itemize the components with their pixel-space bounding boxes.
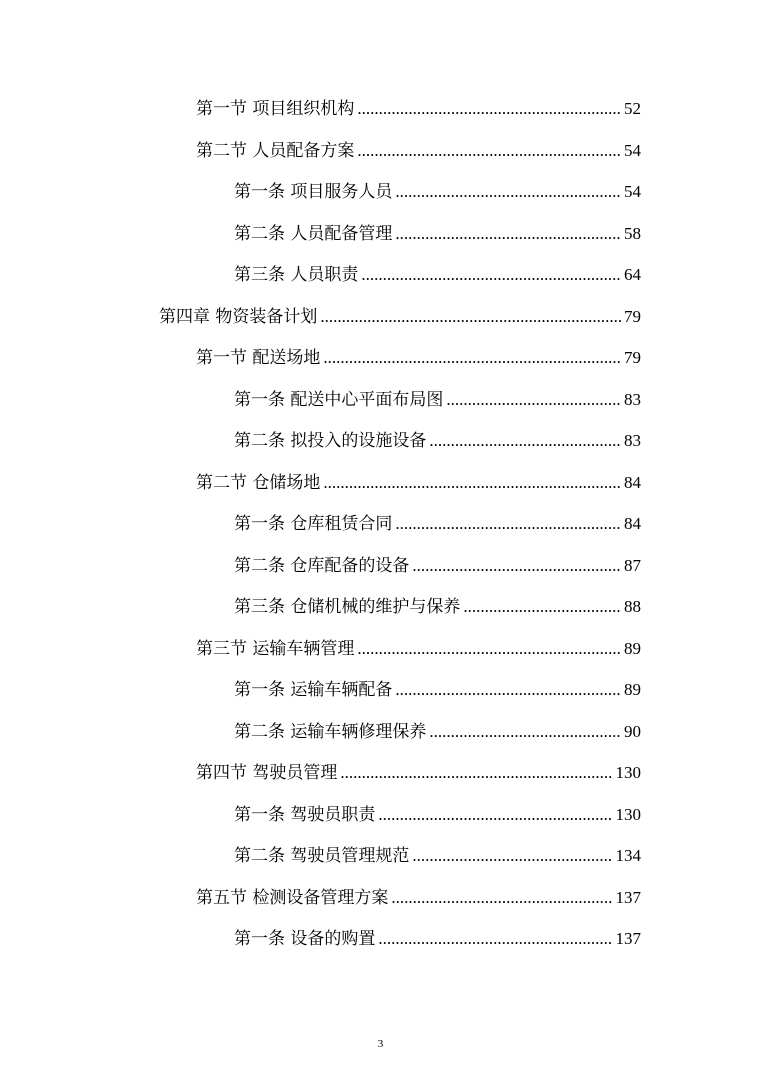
toc-entry-label: 第一条 仓库租赁合同 (234, 514, 393, 534)
toc-leader-dots (361, 264, 621, 286)
toc-entry-page: 58 (624, 224, 641, 243)
toc-entry-label: 第二条 运输车辆修理保养 (234, 722, 427, 742)
toc-leader-dots (412, 555, 621, 577)
toc-entry-label: 第二条 仓库配备的设备 (234, 556, 410, 576)
toc-leader-dots (391, 887, 612, 909)
toc-entry-label: 第三条 人员职责 (234, 265, 359, 285)
toc-entry-label: 第三条 仓储机械的维护与保养 (234, 597, 461, 617)
toc-leader-dots (323, 347, 621, 369)
toc-entry[interactable] (234, 223, 641, 245)
toc-entry-page: 88 (624, 597, 641, 616)
toc-entry-label: 第二节 人员配备方案 (196, 141, 355, 161)
toc-entry-label: 第二条 驾驶员管理规范 (234, 846, 410, 866)
page-number: 3 (377, 1038, 384, 1050)
toc-leader-dots (357, 638, 621, 660)
toc-leader-dots (395, 513, 621, 535)
toc-entry[interactable] (234, 555, 641, 577)
toc-entry[interactable] (196, 638, 641, 660)
toc-leader-dots (357, 140, 621, 162)
toc-entry-label: 第一节 项目组织机构 (196, 99, 355, 119)
toc-entry-label: 第一条 驾驶员职责 (234, 805, 376, 825)
toc-entry-page: 84 (624, 514, 641, 533)
toc-leader-dots (323, 472, 621, 494)
toc-entry-label: 第四章 物资装备计划 (159, 307, 318, 327)
toc-entry[interactable] (234, 430, 641, 452)
toc-entry-label: 第一节 配送场地 (196, 348, 321, 368)
toc-entry-page: 89 (624, 639, 641, 658)
toc-entry[interactable] (234, 679, 641, 701)
toc-leader-dots (429, 721, 621, 743)
toc-entry[interactable] (159, 306, 641, 328)
toc-entry[interactable] (196, 762, 641, 784)
toc-entry[interactable] (234, 389, 641, 411)
toc-entry-label: 第五节 检测设备管理方案 (196, 888, 389, 908)
toc-leader-dots (340, 762, 612, 784)
toc-entry-label: 第二条 拟投入的设施设备 (234, 431, 427, 451)
toc-entry-page: 64 (624, 265, 641, 284)
toc-entry-page: 87 (624, 556, 641, 575)
toc-entry-label: 第三节 运输车辆管理 (196, 639, 355, 659)
toc-leader-dots (357, 98, 621, 120)
toc-leader-dots (320, 306, 621, 328)
toc-leader-dots (378, 928, 612, 950)
toc-entry[interactable] (234, 721, 641, 743)
toc-entry[interactable] (196, 887, 641, 909)
toc-entry-label: 第一条 设备的购置 (234, 929, 376, 949)
toc-entry-label: 第二条 人员配备管理 (234, 224, 393, 244)
toc-entry-label: 第二节 仓储场地 (196, 473, 321, 493)
toc-leader-dots (395, 181, 621, 203)
toc-entry[interactable] (234, 596, 641, 618)
toc-entry-page: 83 (624, 431, 641, 450)
toc-entry-label: 第四节 驾驶员管理 (196, 763, 338, 783)
toc-entry[interactable] (234, 928, 641, 950)
toc-entry[interactable] (196, 140, 641, 162)
toc-entry[interactable] (234, 181, 641, 203)
toc-entry-page: 83 (624, 390, 641, 409)
toc-entry-page: 130 (615, 805, 641, 824)
toc-leader-dots (395, 223, 621, 245)
toc-entry[interactable] (196, 347, 641, 369)
toc-entry-label: 第一条 配送中心平面布局图 (234, 390, 444, 410)
toc-entry-page: 130 (615, 763, 641, 782)
toc-leader-dots (429, 430, 621, 452)
toc-entry-page: 54 (624, 182, 641, 201)
toc-entry-page: 79 (624, 307, 641, 326)
toc-entry[interactable] (234, 264, 641, 286)
toc-entry[interactable] (196, 98, 641, 120)
toc-entry-page: 79 (624, 348, 641, 367)
toc-entry[interactable] (234, 845, 641, 867)
toc-leader-dots (378, 804, 612, 826)
toc-leader-dots (463, 596, 621, 618)
toc-leader-dots (446, 389, 621, 411)
toc-entry-page: 137 (615, 888, 641, 907)
toc-leader-dots (395, 679, 621, 701)
toc-entry-page: 54 (624, 141, 641, 160)
toc-entry[interactable] (234, 804, 641, 826)
toc-entry-page: 134 (615, 846, 641, 865)
toc-entry-page: 89 (624, 680, 641, 699)
toc-entry-label: 第一条 运输车辆配备 (234, 680, 393, 700)
toc-entry[interactable] (234, 513, 641, 535)
toc-entry-page: 137 (615, 929, 641, 948)
toc-entry[interactable] (196, 472, 641, 494)
toc-entry-page: 84 (624, 473, 641, 492)
toc-entry-page: 90 (624, 722, 641, 741)
toc-entry-page: 52 (624, 99, 641, 118)
toc-entry-label: 第一条 项目服务人员 (234, 182, 393, 202)
toc-leader-dots (412, 845, 612, 867)
